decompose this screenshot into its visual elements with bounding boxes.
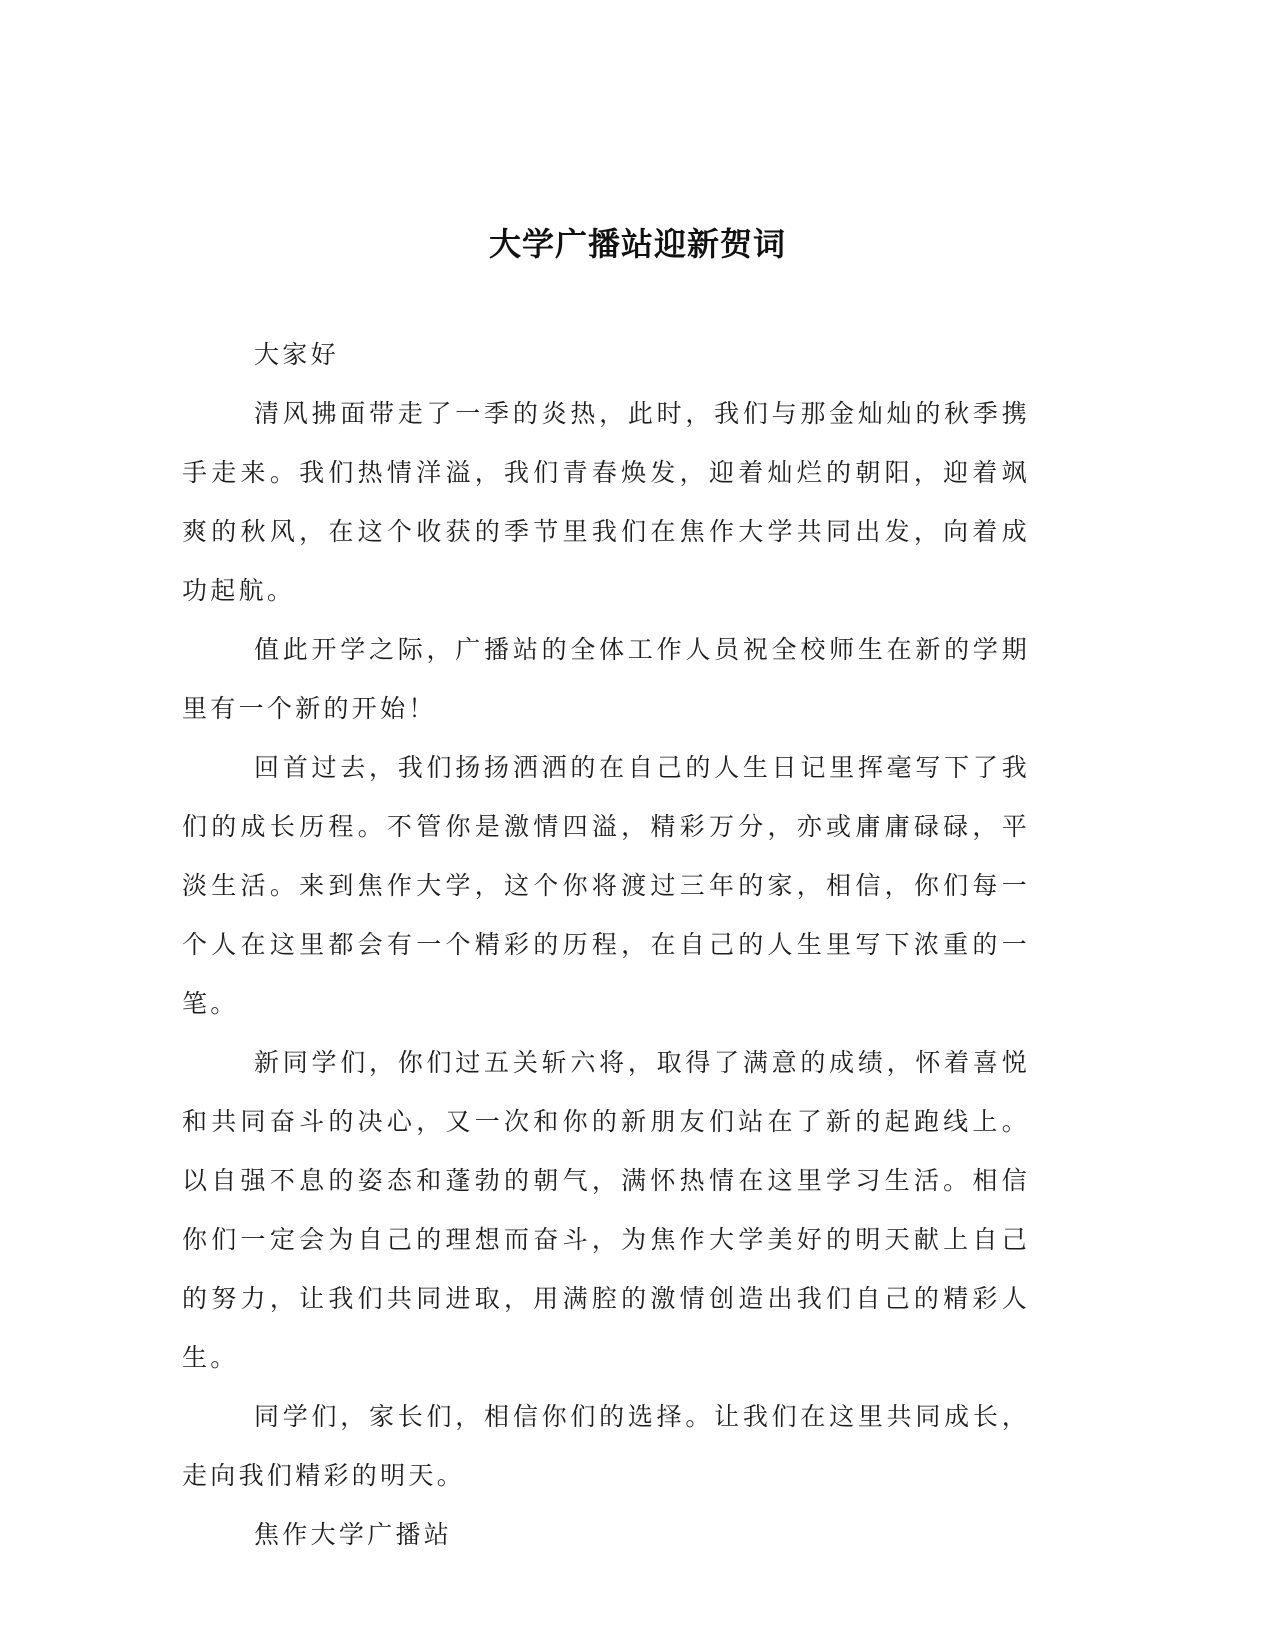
body-paragraph: 清风拂面带走了一季的炎热，此时，我们与那金灿灿的秋季携手走来。我们热情洋溢，我们青春焕发，迎着灿烂的朝阳，迎着飒爽的秋风，在这个收获的季节里我们在焦作大学共同出发，向着成功起航。 (182, 399, 1030, 605)
document-body (182, 325, 1030, 1564)
body-paragraph: 值此开学之际，广播站的全体工作人员祝全校师生在新的学期里有一个新的开始！ (182, 635, 1030, 723)
body-paragraph: 回首过去，我们扬扬洒洒的在自己的人生日记里挥毫写下了我们的成长历程。不管你是激情四溢，精彩万分，亦或庸庸碌碌，平淡生活。来到焦作大学，这个你将渡过三年的家，相信，你们每一个人在这里都会有一个精彩的历程，在自己的人生里写下浓重的一笔。 (182, 753, 1030, 1018)
body-paragraph: 新同学们，你们过五关斩六将，取得了满意的成绩，怀着喜悦和共同奋斗的决心，又一次和你的新朋友们站在了新的起跑线上。以自强不息的姿态和蓬勃的朝气，满怀热情在这里学习生活。相信你们一定会为自己的理想而奋斗，为焦作大学美好的明天献上自己的努力，让我们共同进取，用满腔的激情创造出我们自己的精彩人生。 (182, 1048, 1030, 1372)
document-title: 大学广播站迎新贺词 (488, 225, 786, 264)
signature-paragraph: 焦作大学广播站 (254, 1520, 453, 1549)
body-paragraph: 同学们，家长们，相信你们的选择。让我们在这里共同成长，走向我们精彩的明天。 (182, 1402, 1030, 1490)
greeting-paragraph: 大家好 (254, 340, 339, 369)
